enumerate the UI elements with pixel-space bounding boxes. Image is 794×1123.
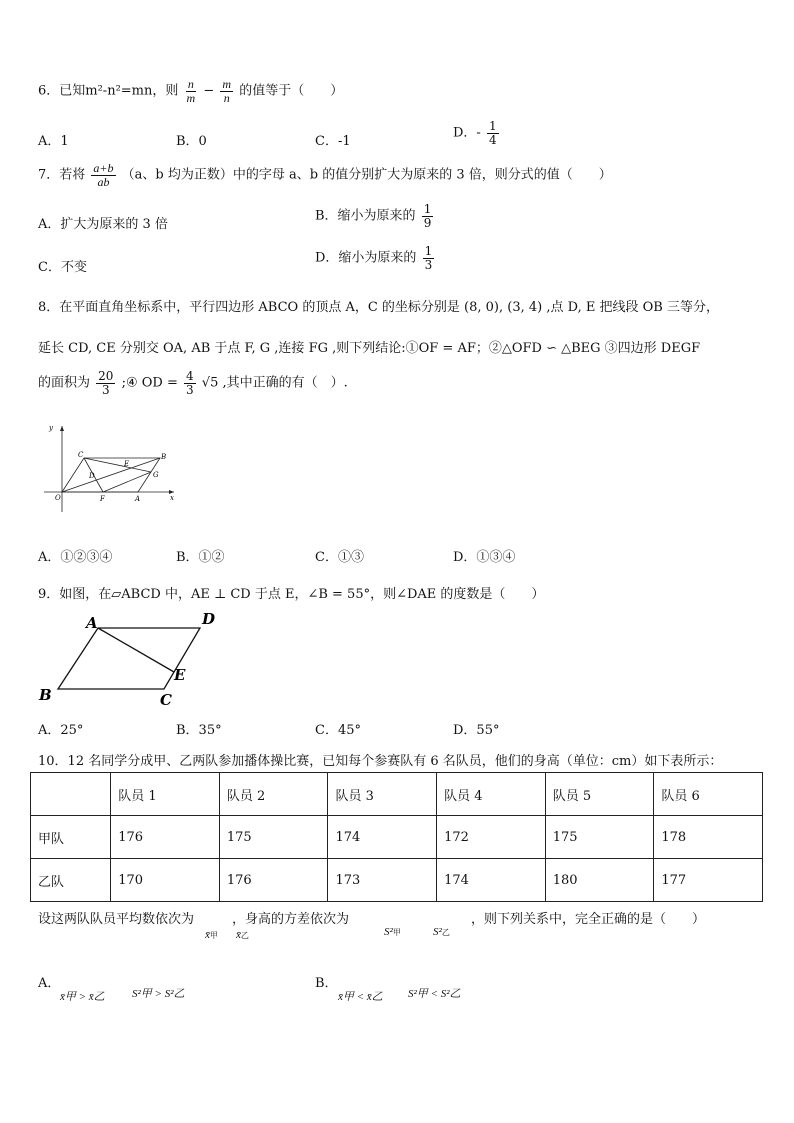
q7-option-c[interactable]: C．不变	[38, 260, 87, 275]
q9-fig-label-d: D	[202, 610, 216, 628]
q6-frac1: $\frac{n}{m}$	[186, 77, 196, 105]
table-cell: 180	[545, 859, 654, 902]
table-header-cell: 队员 4	[437, 773, 546, 816]
q7-frac: $\frac{a+b}{ab}$	[93, 161, 114, 189]
q10-xbar-yi: x̄乙	[236, 929, 249, 941]
q10-option-a[interactable]: A．	[38, 976, 61, 991]
q8-fig-label-c: C	[78, 451, 84, 459]
q8-option-a[interactable]: A．①②③④	[38, 550, 113, 565]
table-cell: 170	[111, 859, 220, 902]
q8-fig-label-d: D	[89, 472, 95, 480]
q8-fig-label-x: x	[170, 494, 174, 502]
table-cell: 176	[111, 816, 220, 859]
q9-option-d[interactable]: D．55°	[453, 723, 500, 738]
q8-fig-label-e: E	[124, 460, 130, 468]
table-header-cell: 队员 6	[654, 773, 763, 816]
q10-s2-jia: S²甲	[384, 926, 401, 938]
q10-after-text-post: ，则下列关系中，完全正确的是（ ）	[471, 912, 706, 927]
table-cell: 174	[437, 859, 546, 902]
table-cell: 172	[437, 816, 546, 859]
q9-fig-label-a: A	[86, 614, 98, 632]
q8-figure	[40, 420, 185, 515]
q10-xbar-jia: x̄甲	[205, 929, 218, 941]
q7-stem: 7．若将 $\frac{a+b}{ab}$ （a、b 均为正数）中的字母 a、b 的值分别扩大为原来的 3 倍，则分式的值（ ）	[38, 161, 612, 189]
q10-option-b-expr1: x̄甲 < x̄乙	[338, 991, 383, 1003]
table-cell: 乙队	[31, 859, 111, 902]
table-header-cell: 队员 2	[219, 773, 328, 816]
table-cell: 175	[219, 816, 328, 859]
table-cell: 178	[654, 816, 763, 859]
table-header-cell	[31, 773, 111, 816]
q10-after-text-mid: ，身高的方差依次为	[232, 912, 350, 927]
q9-option-c[interactable]: C．45°	[315, 723, 361, 738]
height-table	[30, 772, 763, 902]
q6-d-frac: $\frac{1}{4}$	[488, 119, 497, 147]
q8-fig-label-g: G	[153, 471, 159, 479]
q6-minus: −	[203, 83, 215, 99]
q8-fig-label-b: B	[161, 453, 167, 461]
q6-option-c[interactable]: C．-1	[315, 134, 351, 149]
q6-option-a[interactable]: A．1	[38, 134, 69, 149]
q6-stem-pre: 6．已知m²-n²=mn，则	[38, 83, 179, 99]
q10-stem: 10．12 名同学分成甲、乙两队参加播体操比赛，已知每个参赛队有 6 名队员，他们的身高（单位：cm）如下表所示：	[38, 754, 723, 769]
q8-line1: 8．在平面直角坐标系中，平行四边形 ABCO 的顶点 A，C 的坐标分别是 (8, 0), (3, 4) ,点 D, E 把线段 OB 三等分，	[38, 300, 719, 315]
q7-option-d[interactable]: D．缩小为原来的 $\frac{1}{3}$	[315, 244, 433, 272]
q9-option-b[interactable]: B．35°	[176, 723, 222, 738]
q8-option-c[interactable]: C．①③	[315, 550, 364, 565]
table-cell: 175	[545, 816, 654, 859]
table-cell: 173	[328, 859, 437, 902]
q10-option-a-expr2: S²甲 > S²乙	[132, 988, 185, 1000]
q10-after-text-pre: 设这两队队员平均数依次为	[38, 912, 195, 927]
q7-option-b[interactable]: B．缩小为原来的 $\frac{1}{9}$	[315, 202, 432, 230]
q7-option-a[interactable]: A．扩大为原来的 3 倍	[38, 217, 168, 232]
q9-fig-label-b: B	[39, 686, 52, 704]
table-header-row	[31, 773, 763, 816]
table-row	[31, 816, 763, 859]
q6-stem	[38, 78, 343, 104]
table-row	[31, 859, 763, 902]
q9-stem: 9．如图，在▱ABCD 中，AE ⊥ CD 于点 E，∠B = 55°，则∠DAE 的度数是（ ）	[38, 587, 545, 602]
q6-option-d[interactable]: D．- $\frac{1}{4}$	[453, 119, 497, 147]
q9-figure	[34, 610, 224, 708]
q9-option-a[interactable]: A．25°	[38, 723, 84, 738]
table-header-cell: 队员 3	[328, 773, 437, 816]
q8-option-d[interactable]: D．①③④	[453, 550, 516, 565]
q8-option-b[interactable]: B．①②	[176, 550, 225, 565]
q10-s2-yi: S²乙	[433, 926, 450, 938]
table-cell: 176	[219, 859, 328, 902]
q6-option-b[interactable]: B．0	[176, 134, 207, 149]
q8-fig-label-o: O	[55, 494, 61, 502]
table-cell: 甲队	[31, 816, 111, 859]
q6-stem-post: 的值等于（ ）	[239, 83, 344, 99]
table-header-cell: 队员 5	[545, 773, 654, 816]
table-cell: 177	[654, 859, 763, 902]
q6-frac2: $\frac{m}{n}$	[222, 77, 232, 105]
q10-option-a-expr1: x̄甲 > x̄乙	[60, 991, 105, 1003]
table-header-cell: 队员 1	[111, 773, 220, 816]
q8-line2: 延长 CD, CE 分别交 OA, AB 于点 F, G ,连接 FG ,则下列结论:①OF = AF；②△OFD ∽ △BEG ③四边形 DEGF	[38, 341, 701, 356]
q9-fig-label-e: E	[174, 666, 186, 684]
q8-fig-label-y: y	[49, 424, 53, 432]
q8-fig-label-f: F	[100, 495, 105, 503]
q8-line3: 的面积为 $\frac{20}{3}$ ;④ OD = $\frac{4}{3}$ √5 ,其中正确的有（ ）.	[38, 369, 348, 397]
q8-fig-label-a: A	[135, 495, 141, 503]
q10-option-b-expr2: S²甲 < S²乙	[408, 988, 461, 1000]
q9-fig-label-c: C	[160, 691, 172, 708]
table-cell: 174	[328, 816, 437, 859]
q10-option-b[interactable]: B．	[315, 976, 338, 991]
